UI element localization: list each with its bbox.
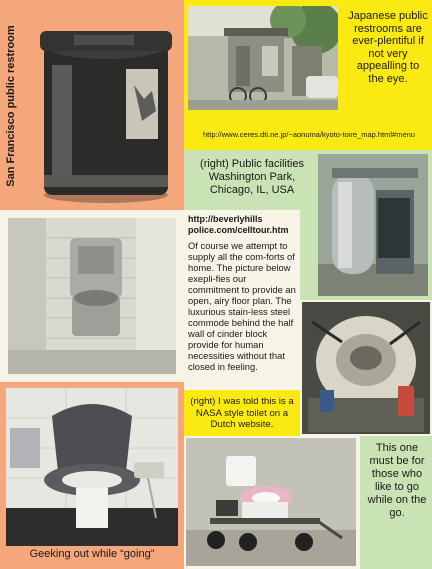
photo-sf-restroom (26, 5, 182, 205)
caption-nasa: (right) I was told this is a NASA style toilet on a Dutch website. (190, 396, 294, 430)
panel-nasa-caption (184, 390, 300, 436)
photo-chicago-facility (318, 154, 428, 296)
panel-japan-restrooms (184, 0, 432, 150)
panel-nasa-photo (300, 300, 432, 436)
photo-nasa-toilet (302, 302, 430, 434)
panel-cell-text (184, 210, 300, 390)
photo-japan-restroom (188, 6, 338, 110)
caption-chicago: (right) Public facilities Washington Park, Chicago, IL, USA (200, 158, 304, 196)
caption-japan: Japanese public restrooms are ever-plentiful if not very appealling to the eye. (348, 10, 428, 85)
panel-go-photo (184, 436, 360, 569)
caption-go: This one must be for those who like to go while on the go. (367, 442, 427, 519)
url-japan[interactable]: http://www.ceres.dti.ne.jp/~aonuma/kyoto-toire_map.html#menu (203, 130, 415, 139)
photo-cell-commode (8, 218, 176, 374)
photo-go-kart-toilet (186, 438, 356, 566)
photo-geek-toilet (6, 388, 178, 546)
panel-sf-restroom (0, 0, 184, 210)
panel-cell-photo (0, 210, 184, 382)
caption-sf: San Francisco public restroom (5, 25, 17, 187)
url-cell-line2[interactable]: police.com/celltour.htm (188, 225, 289, 235)
caption-cell: Of course we attempt to supply all the com-forts of home. The picture below exepli-fies our commitment to provide an open, airy floor plan. The luxurious stain-less steel commode behind the half wall of cinder block provide for human necessities without that closed in feeling. (188, 240, 296, 372)
panel-go-caption (360, 436, 432, 569)
caption-geek: Geeking out while “going” (29, 548, 155, 560)
panel-geeking-out (0, 382, 184, 569)
url-cell-line1[interactable]: http://beverlyhills (188, 214, 263, 224)
